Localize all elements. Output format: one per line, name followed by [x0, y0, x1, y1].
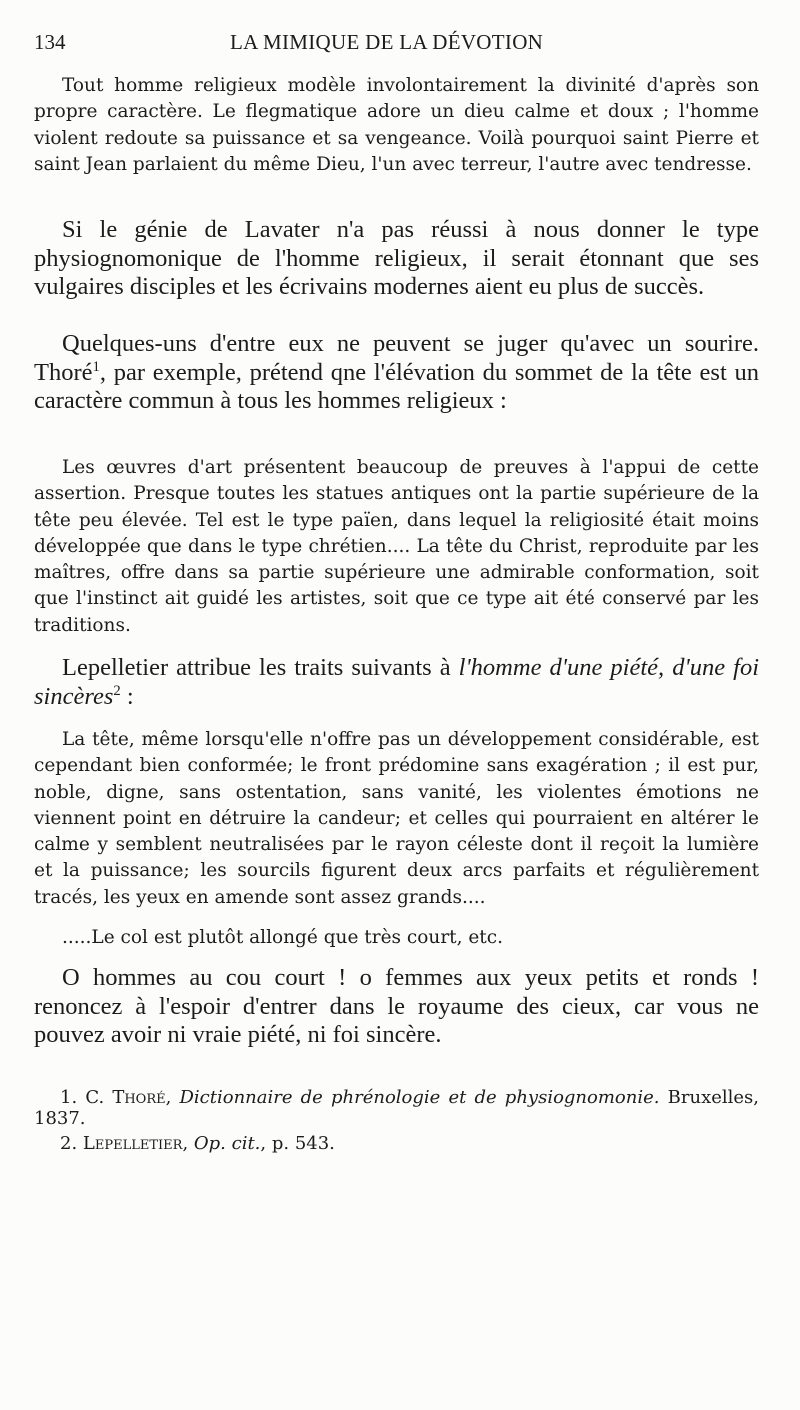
paragraph-thore-text-cont: , par exemple, prétend qne l'élévation du sommet de la tête est un caractère commun à tous les hommes religieux : [34, 358, 759, 415]
quote-lepelletier-cont: .....Le col est plutôt allongé que très court, etc. [62, 927, 503, 948]
footnote-2-sep: , [182, 1133, 194, 1154]
paragraph-conclusion: O hommes au cou court ! o femmes aux yeux petits et ronds ! renoncez à l'espoir d'entrer dans le royaume des cieux, car vous ne pouvez avoir ni vraie piété, ni foi sincère. [34, 964, 759, 1049]
paragraph-lepelletier-italic: l'homme d'une piété, d'une foi sincères [34, 654, 759, 710]
footnote-1-num: 1. C. [60, 1087, 113, 1108]
running-header [34, 30, 766, 60]
footnote-ref-2: 2 [113, 682, 121, 699]
page-number: 134 [34, 30, 66, 54]
paragraph-thore-text: Quelques-uns d'entre eux ne peuvent se juger qu'avec un sourire. Thoré [34, 330, 759, 386]
paragraph-intro: Tout homme religieux modèle involontairement la divinité d'après son propre caractère. Le flegmatique adore un dieu calme et doux ; l'homme violent redoute sa puissance et sa vengeance. Voilà pourquoi saint Pierre et saint Jean parlaient du même Dieu, l'un avec terreur, l'autre avec tendresse. [34, 75, 759, 175]
footnote-1 [34, 1088, 759, 1129]
quote-thore: Les œuvres d'art présentent beaucoup de preuves à l'appui de cette assertion. Presque toutes les statues antiques ont la partie supérieure de la tête peu élevée. Tel est le type païen, dans lequel la religiosité était moins développée que dans le type chrétien.... La tête du Christ, reproduite par les maîtres, offre dans sa partie supérieure une admirable conformation, soit que l'instinct ait guidé les artistes, soit que ce type ait été conservé par les traditions. [34, 457, 759, 636]
footnote-2 [34, 1134, 759, 1155]
quote-lepelletier: La tête, même lorsqu'elle n'offre pas un développement considérable, est cependant bien conformée; le front prédomine sans exagération ; il est pur, noble, digne, sans ostentation, sans vanité, les violentes émotions ne viennent point en détruire la candeur; et celles qui pourraient en altérer le calme y semblent neutralisées par le rayon céleste dont il reçoit la lumière et la puissance; les sourcils figurent deux arcs parfaits et régulièrement tracés, les yeux en amende sont assez grands.... [34, 729, 759, 908]
footnote-2-author: Lepelletier [82, 1133, 183, 1154]
footnote-1-title: Dictionnaire de phrénologie et de physiognomonie. [179, 1087, 660, 1108]
footnote-1-rest: Bruxelles, 1837. [34, 1087, 759, 1129]
paragraph-lepelletier-colon: : [120, 682, 134, 710]
footnote-2-num: 2. [60, 1133, 83, 1154]
footnote-ref-1: 1 [92, 358, 100, 375]
footnote-1-author: Thoré [112, 1087, 166, 1108]
paragraph-lepelletier-text: Lepelletier attribue les traits suivants à [62, 654, 459, 681]
paragraph-lepelletier [34, 654, 759, 711]
paragraph-lavater: Si le génie de Lavater n'a pas réussi à nous donner le type physiognomonique de l'homme religieux, il serait étonnant que ses vulgaires disciples et les écrivains modernes aient eu plus de succès. [34, 216, 759, 301]
running-title: LA MIMIQUE DE LA DÉVOTION [230, 30, 544, 54]
footnote-2-rest: , p. 543. [260, 1133, 335, 1154]
paragraph-thore [34, 330, 759, 416]
footnote-2-title: Op. cit. [193, 1133, 261, 1154]
footnote-1-sep: , [165, 1087, 180, 1108]
